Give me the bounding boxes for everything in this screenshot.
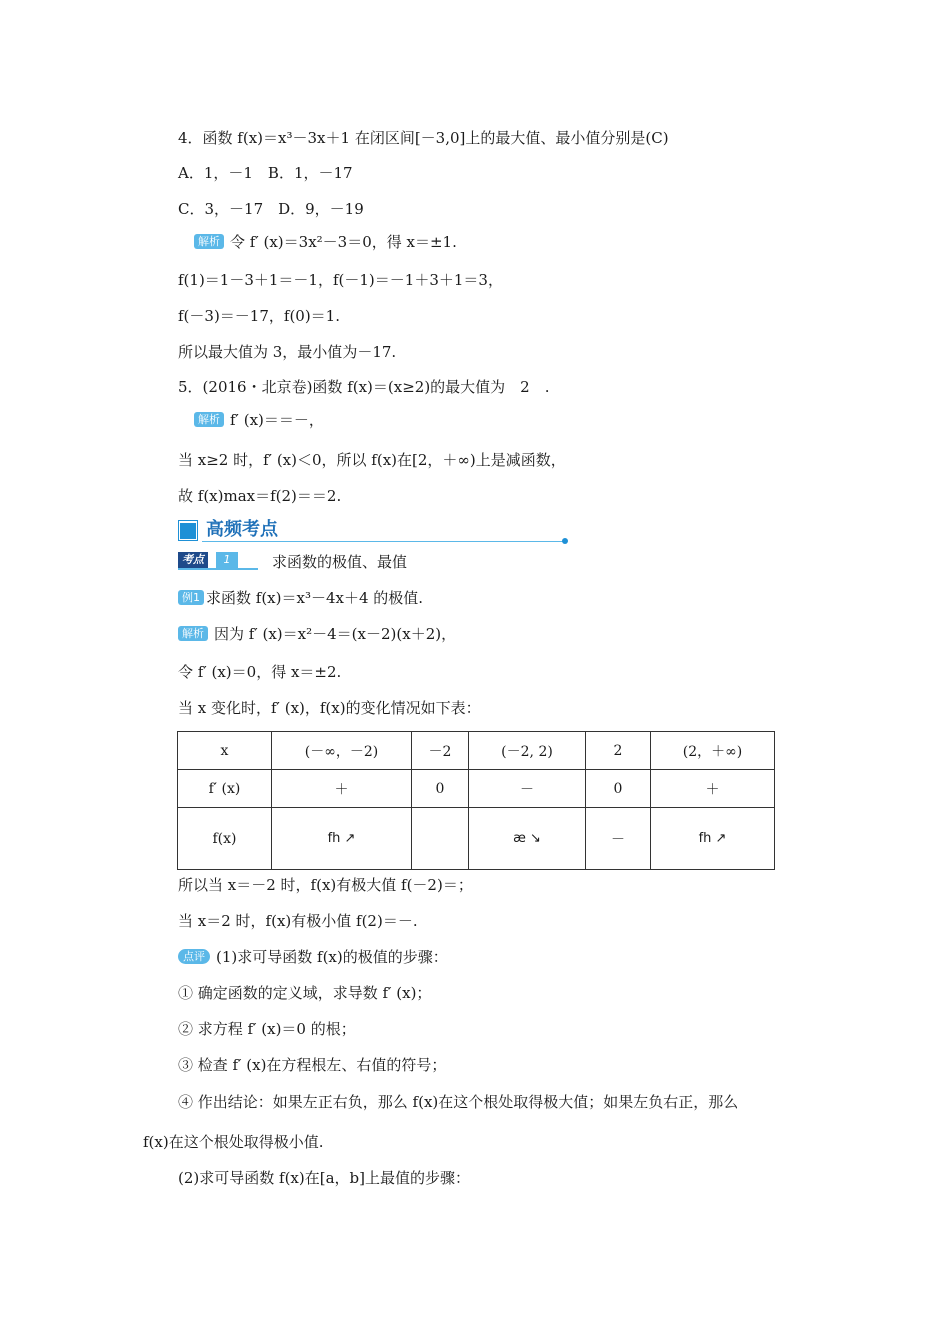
problem-5-solution-line-2: 当 x≥2 时，f′ (x)＜0，所以 f(x)在[2，＋∞)上是减函数， xyxy=(178,451,566,469)
problem-5-solution-line-1 xyxy=(194,410,324,430)
table-row-function xyxy=(178,808,775,870)
solution-text: f′ (x)＝＝－， xyxy=(230,411,324,429)
comment-line-4: ③ 检查 f′ (x)在方程根左、右值的符号； xyxy=(178,1056,447,1074)
comment-line-2: ① 确定函数的定义域，求导数 f′ (x)； xyxy=(178,984,432,1002)
table-cell: ＋ xyxy=(272,770,412,808)
comment-text: (1)求可导函数 f(x)的极值的步骤： xyxy=(216,948,448,966)
example-tag: 例1 xyxy=(178,590,204,605)
problem-5-stem: 5．(2016・北京卷)函数 f(x)＝(x≥2)的最大值为 2 . xyxy=(178,378,550,396)
example-1-conclusion-1: 所以当 x＝－2 时，f(x)有极大值 f(－2)＝； xyxy=(178,876,473,894)
comment-line-6: f(x)在这个根处取得极小值. xyxy=(143,1133,324,1151)
table-cell: －2 xyxy=(412,732,469,770)
example-1-solution-line-3: 当 x 变化时，f′ (x)，f(x)的变化情况如下表： xyxy=(178,699,481,717)
problem-4-stem: 4．函数 f(x)＝x³－3x＋1 在闭区间[－3,0]上的最大值、最小值分别是(C) xyxy=(178,129,669,147)
kaodian-label: 考点 xyxy=(178,552,208,568)
problem-4-options-ab: A．1，－1 B．1，－17 xyxy=(178,164,353,182)
comment-line-1 xyxy=(178,947,448,967)
analysis-tag: 解析 xyxy=(178,626,208,641)
example-text: 求函数 f(x)＝x³－4x＋4 的极值. xyxy=(206,589,424,607)
comment-line-5: ④ 作出结论：如果左正右负，那么 f(x)在这个根处取得极大值；如果左负右正，那么 xyxy=(178,1093,739,1111)
table-cell: x xyxy=(178,732,272,770)
solution-text: 因为 f′ (x)＝x²－4＝(x－2)(x＋2)， xyxy=(214,625,457,643)
problem-4-solution-line-2: f(1)＝1－3＋1＝－1，f(－1)＝－1＋3＋1＝3， xyxy=(178,271,503,289)
example-1-solution-line-2: 令 f′ (x)＝0，得 x＝±2. xyxy=(178,663,342,681)
section-title: 高频考点 xyxy=(206,519,278,540)
example-1-solution-line-1 xyxy=(178,624,456,644)
analysis-tag: 解析 xyxy=(194,412,224,427)
problem-4-options-cd: C．3，－17 D．9，－19 xyxy=(178,200,364,218)
banner-dot-icon xyxy=(562,538,568,544)
kaodian-badge xyxy=(178,552,258,570)
table-cell: 0 xyxy=(586,770,651,808)
example-1-stem xyxy=(178,588,423,608)
table-cell: 0 xyxy=(412,770,469,808)
section-banner xyxy=(178,518,570,544)
analysis-tag: 解析 xyxy=(194,234,224,249)
table-cell: 2 xyxy=(586,732,651,770)
banner-rule xyxy=(202,541,566,542)
example-1-conclusion-2: 当 x＝2 时，f(x)有极小值 f(2)＝－. xyxy=(178,912,418,930)
kaodian-underline xyxy=(178,568,258,570)
table-cell: (2，＋∞) xyxy=(651,732,775,770)
problem-4-solution-line-4: 所以最大值为 3，最小值为－17. xyxy=(178,343,397,361)
table-row-x xyxy=(178,732,775,770)
table-cell: ＋ xyxy=(651,770,775,808)
kaodian-title: 求函数的极值、最值 xyxy=(272,553,408,571)
comment-tag: 点评 xyxy=(178,949,210,964)
table-cell: f(x) xyxy=(178,808,272,870)
variation-table xyxy=(177,731,775,870)
table-cell-increasing: fh ↗ xyxy=(651,808,775,870)
kaodian-number: 1 xyxy=(216,552,238,568)
table-cell: (－∞，－2) xyxy=(272,732,412,770)
table-cell-decreasing: æ ↘ xyxy=(469,808,586,870)
table-cell-increasing: fh ↗ xyxy=(272,808,412,870)
solution-text: 令 f′ (x)＝3x²－3＝0，得 x＝±1. xyxy=(230,233,457,251)
comment-line-7: (2)求可导函数 f(x)在[a，b]上最值的步骤： xyxy=(178,1169,470,1187)
table-cell: (－2, 2) xyxy=(469,732,586,770)
comment-line-3: ② 求方程 f′ (x)＝0 的根； xyxy=(178,1020,356,1038)
table-cell: － xyxy=(469,770,586,808)
table-cell xyxy=(412,808,469,870)
problem-5-solution-line-3: 故 f(x)max＝f(2)＝＝2. xyxy=(178,487,342,505)
problem-4-solution-line-3: f(－3)＝－17，f(0)＝1. xyxy=(178,307,340,325)
table-row-derivative xyxy=(178,770,775,808)
banner-square-icon xyxy=(180,523,196,539)
table-cell: f′ (x) xyxy=(178,770,272,808)
problem-4-solution-line-1 xyxy=(194,232,457,252)
table-cell: － xyxy=(586,808,651,870)
